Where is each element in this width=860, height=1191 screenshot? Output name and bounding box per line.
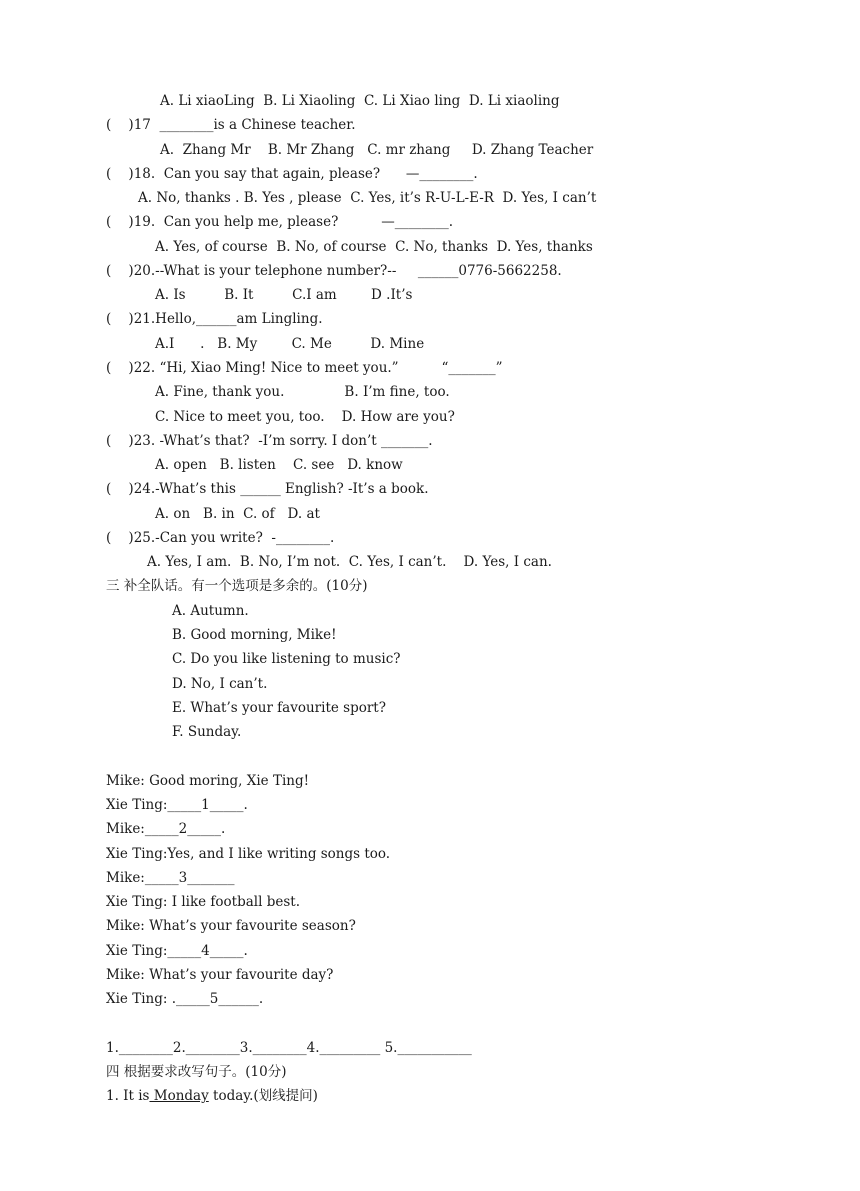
q20-options: A. Is B. It C.I am D .It’s: [155, 287, 413, 303]
section4-heading: 四 根据要求改写句子。(10分): [106, 1064, 287, 1080]
q17-options: A. Zhang Mr B. Mr Zhang C. mr zhang D. Zhang Teacher: [160, 142, 594, 158]
dialogue-line-9: Mike: What’s your favourite day?: [106, 967, 334, 983]
q25-options: A. Yes, I am. B. No, I’m not. C. Yes, I can’t. D. Yes, I can.: [147, 554, 552, 570]
choice-f: F. Sunday.: [172, 724, 242, 740]
q22-stem: ( )22. “Hi, Xiao Ming! Nice to meet you.” “_______”: [106, 360, 503, 376]
dialogue-line-6: Xie Ting: I like football best.: [106, 894, 300, 910]
q23-stem: ( )23. -What’s that? -I’m sorry. I don’t _______.: [106, 433, 433, 449]
dialogue-line-8: Xie Ting:_____4_____.: [106, 943, 248, 959]
q21-stem: ( )21.Hello,______am Lingling.: [106, 311, 323, 327]
dialogue-line-5: Mike:_____3_______: [106, 870, 235, 886]
q22-options-ab: A. Fine, thank you. B. I’m fine, too.: [155, 384, 450, 400]
section4-item-1: [106, 1086, 318, 1106]
q18-options: A. No, thanks . B. Yes , please C. Yes, it’s R-U-L-E-R D. Yes, I can’t: [138, 190, 597, 206]
choice-d: D. No, I can’t.: [172, 676, 268, 692]
choice-c: C. Do you like listening to music?: [172, 651, 401, 667]
dialogue-line-2: Xie Ting:_____1_____.: [106, 797, 248, 813]
item1-suffix: today.(划线提问): [208, 1088, 318, 1104]
q24-options: A. on B. in C. of D. at: [155, 506, 320, 522]
choice-a: A. Autumn.: [172, 603, 249, 619]
q23-options: A. open B. listen C. see D. know: [155, 457, 403, 473]
q22-options-cd: C. Nice to meet you, too. D. How are you?: [155, 409, 455, 425]
answer-blanks: 1.________2.________3.________4._________ 5.___________: [106, 1040, 472, 1056]
q24-stem: ( )24.-What’s this ______ English? -It’s a book.: [106, 481, 429, 497]
choice-b: B. Good morning, Mike!: [172, 627, 337, 643]
item1-underlined-word: Monday: [149, 1088, 209, 1104]
q16-options: A. Li xiaoLing B. Li Xiaoling C. Li Xiao ling D. Li xiaoling: [160, 93, 560, 109]
dialogue-line-3: Mike:_____2_____.: [106, 821, 226, 837]
q19-options: A. Yes, of course B. No, of course C. No, thanks D. Yes, thanks: [155, 239, 593, 255]
choice-e: E. What’s your favourite sport?: [172, 700, 386, 716]
q19-stem: ( )19. Can you help me, please? —________.: [106, 214, 454, 230]
dialogue-line-10: Xie Ting: ._____5______.: [106, 991, 264, 1007]
q21-options: A.I . B. My C. Me D. Mine: [155, 336, 425, 352]
q17-stem: ( )17 ________is a Chinese teacher.: [106, 117, 356, 133]
q25-stem: ( )25.-Can you write? -________.: [106, 530, 335, 546]
q18-stem: ( )18. Can you say that again, please? —________.: [106, 166, 478, 182]
dialogue-line-7: Mike: What’s your favourite season?: [106, 918, 356, 934]
section3-heading: 三 补全队话。有一个选项是多余的。(10分): [106, 578, 368, 594]
dialogue-line-4: Xie Ting:Yes, and I like writing songs too.: [106, 846, 391, 862]
item1-prefix: 1. It is: [106, 1088, 150, 1104]
dialogue-line-1: Mike: Good moring, Xie Ting!: [106, 773, 310, 789]
q20-stem: ( )20.--What is your telephone number?-- ______0776-5662258.: [106, 263, 562, 279]
